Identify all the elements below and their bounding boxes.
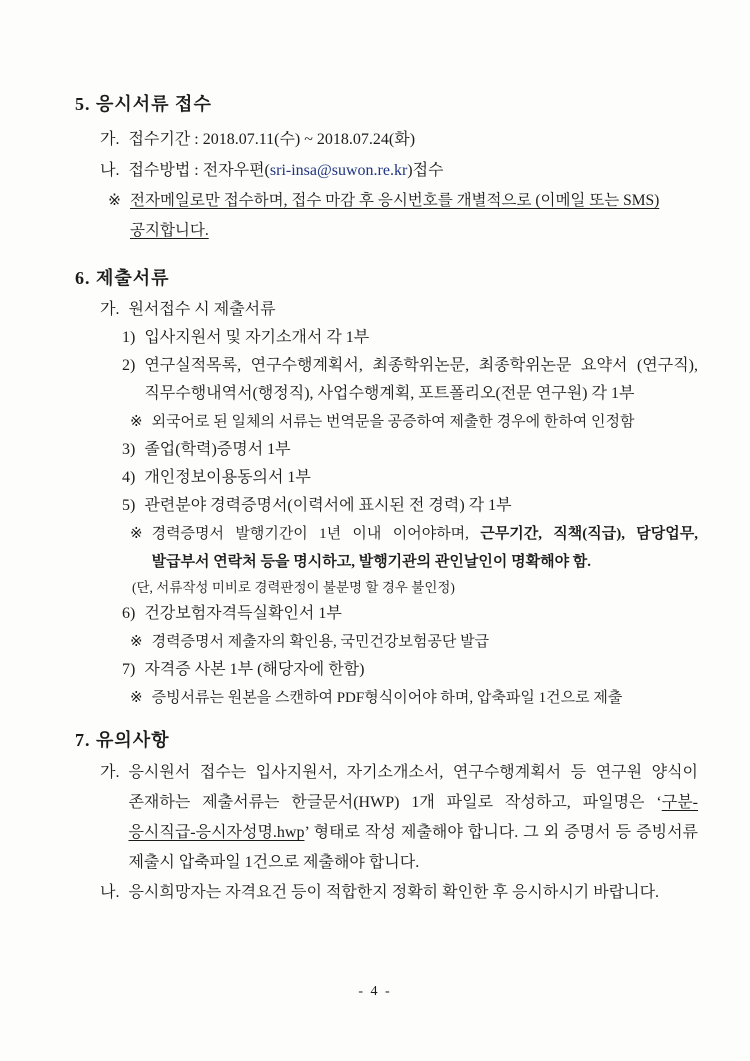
note-foreign-documents-text: 외국어로 된 일체의 서류는 번역문을 공증하여 제출한 경우에 한하여 인정함 (151, 414, 635, 430)
item-label: 나. (100, 162, 120, 179)
section-6-item-ga (75, 296, 698, 324)
hwp-instruction-suffix: ’ 형태로 작성 제출해야 합니다. 그 외 증명서 등 증빙서류 제출시 압축파일 1건으로 제출해야 합니다. (128, 824, 698, 871)
note-line-2: 공지합니다. (130, 222, 209, 239)
document-item-3-text: 졸업(학력)증명서 1부 (144, 441, 291, 458)
submission-list-intro: 원서접수 시 제출서류 (128, 301, 276, 318)
document-item-6-text: 건강보험자격득실확인서 1부 (144, 605, 342, 622)
document-item-3 (75, 436, 698, 464)
reception-method-text (128, 155, 698, 186)
section-7-precautions (75, 728, 698, 908)
document-item-7 (75, 656, 698, 684)
note-health-insurance (75, 628, 698, 656)
email-link[interactable]: sri-insa@suwon.re.kr (269, 162, 408, 179)
section-6-submission-documents (75, 266, 698, 712)
reception-method-prefix: 접수방법 : 전자우편( (128, 162, 270, 179)
item-label: 가. (100, 301, 120, 318)
document-item-1-text: 입사지원서 및 자기소개서 각 1부 (144, 329, 370, 346)
item-label: 나. (100, 884, 120, 901)
section-6-title: 6. 제출서류 (75, 268, 170, 288)
note-line-1: 전자메일로만 접수하며, 접수 마감 후 응시번호를 개별적으로 (이메일 또는 SMS) (130, 192, 660, 209)
section-7-item-na (75, 878, 698, 908)
note-career-certificate-text (152, 520, 698, 576)
reception-method-suffix: )접수 (407, 162, 444, 179)
document-item-2 (75, 352, 698, 408)
section-5-note (75, 186, 698, 246)
note-pdf-format-text: 증빙서류는 원본을 스캔하여 PDF형식이어야 하며, 압축파일 1건으로 제출 (151, 690, 623, 706)
note-marker: ※ (130, 634, 143, 650)
section-5-item-ga (75, 124, 698, 155)
section-5-title: 5. 응시서류 접수 (75, 94, 212, 114)
document-item-2-text: 연구실적목록, 연구수행계획서, 최종학위논문, 최종학위논문 요약서 (연구직), 직무수행내역서(행정직), 사업수행계획, 포트폴리오(전문 연구원) 각 1부 (144, 357, 698, 402)
document-item-5-text: 관련분야 경력증명서(이력서에 표시된 전 경력) 각 1부 (144, 497, 512, 514)
item-number: 4) (122, 469, 136, 486)
note-marker: ※ (130, 414, 143, 430)
page-number: - 4 - (358, 984, 392, 999)
section-7-title: 7. 유의사항 (75, 730, 170, 750)
career-note-normal: 경력증명서 발행기간이 1년 이내 이어야하며, (151, 526, 481, 542)
filename-format: 구분-응시직급-응시자성명.hwp (128, 794, 698, 841)
item-label: 가. (100, 764, 120, 781)
document-item-5 (75, 492, 698, 520)
document-item-4-text: 개인정보이용동의서 1부 (144, 469, 311, 486)
career-note-bold: 근무기간, 직책(직급), 담당업무, 발급부서 연락처 등을 명시하고, 발행기관의 관인날인이 명확해야 함. (151, 526, 699, 570)
item-number: 6) (122, 605, 136, 622)
hwp-file-instruction (128, 758, 698, 878)
note-marker: ※ (108, 192, 121, 209)
section-7-item-ga (75, 758, 698, 878)
note-marker: ※ (130, 526, 143, 542)
section-5-item-na (75, 155, 698, 186)
hwp-instruction-prefix: 응시원서 접수는 입사지원서, 자기소개소서, 연구수행계획서 등 연구원 양식이 존재하는 제출서류는 한글문서(HWP) 1개 파일로 작성하고, 파일명은 ‘ (128, 764, 698, 811)
item-number: 3) (122, 441, 136, 458)
item-label: 가. (100, 131, 120, 148)
item-number: 5) (122, 497, 136, 514)
eligibility-check-notice: 응시희망자는 자격요건 등이 적합한지 정확히 확인한 후 응시하시기 바랍니다. (128, 884, 660, 901)
document-item-4 (75, 464, 698, 492)
item-number: 1) (122, 329, 136, 346)
note-health-insurance-text: 경력증명서 제출자의 확인용, 국민건강보험공단 발급 (151, 634, 490, 650)
item-number: 2) (122, 357, 136, 374)
document-item-6 (75, 600, 698, 628)
note-career-certificate (75, 520, 698, 576)
note-pdf-format (75, 684, 698, 712)
document-item-7-text: 자격증 사본 1부 (해당자에 한함) (144, 661, 365, 678)
note-career-sub: (단, 서류작성 미비로 경력판정이 불분명 할 경우 불인정) (132, 580, 455, 595)
note-marker: ※ (130, 690, 143, 706)
document-item-1 (75, 324, 698, 352)
section-5-application-reception (75, 92, 698, 246)
item-number: 7) (122, 661, 136, 678)
note-foreign-documents (75, 408, 698, 436)
reception-period-text: 접수기간 : 2018.07.11(수) ~ 2018.07.24(화) (128, 131, 416, 148)
email-only-note (130, 186, 698, 246)
